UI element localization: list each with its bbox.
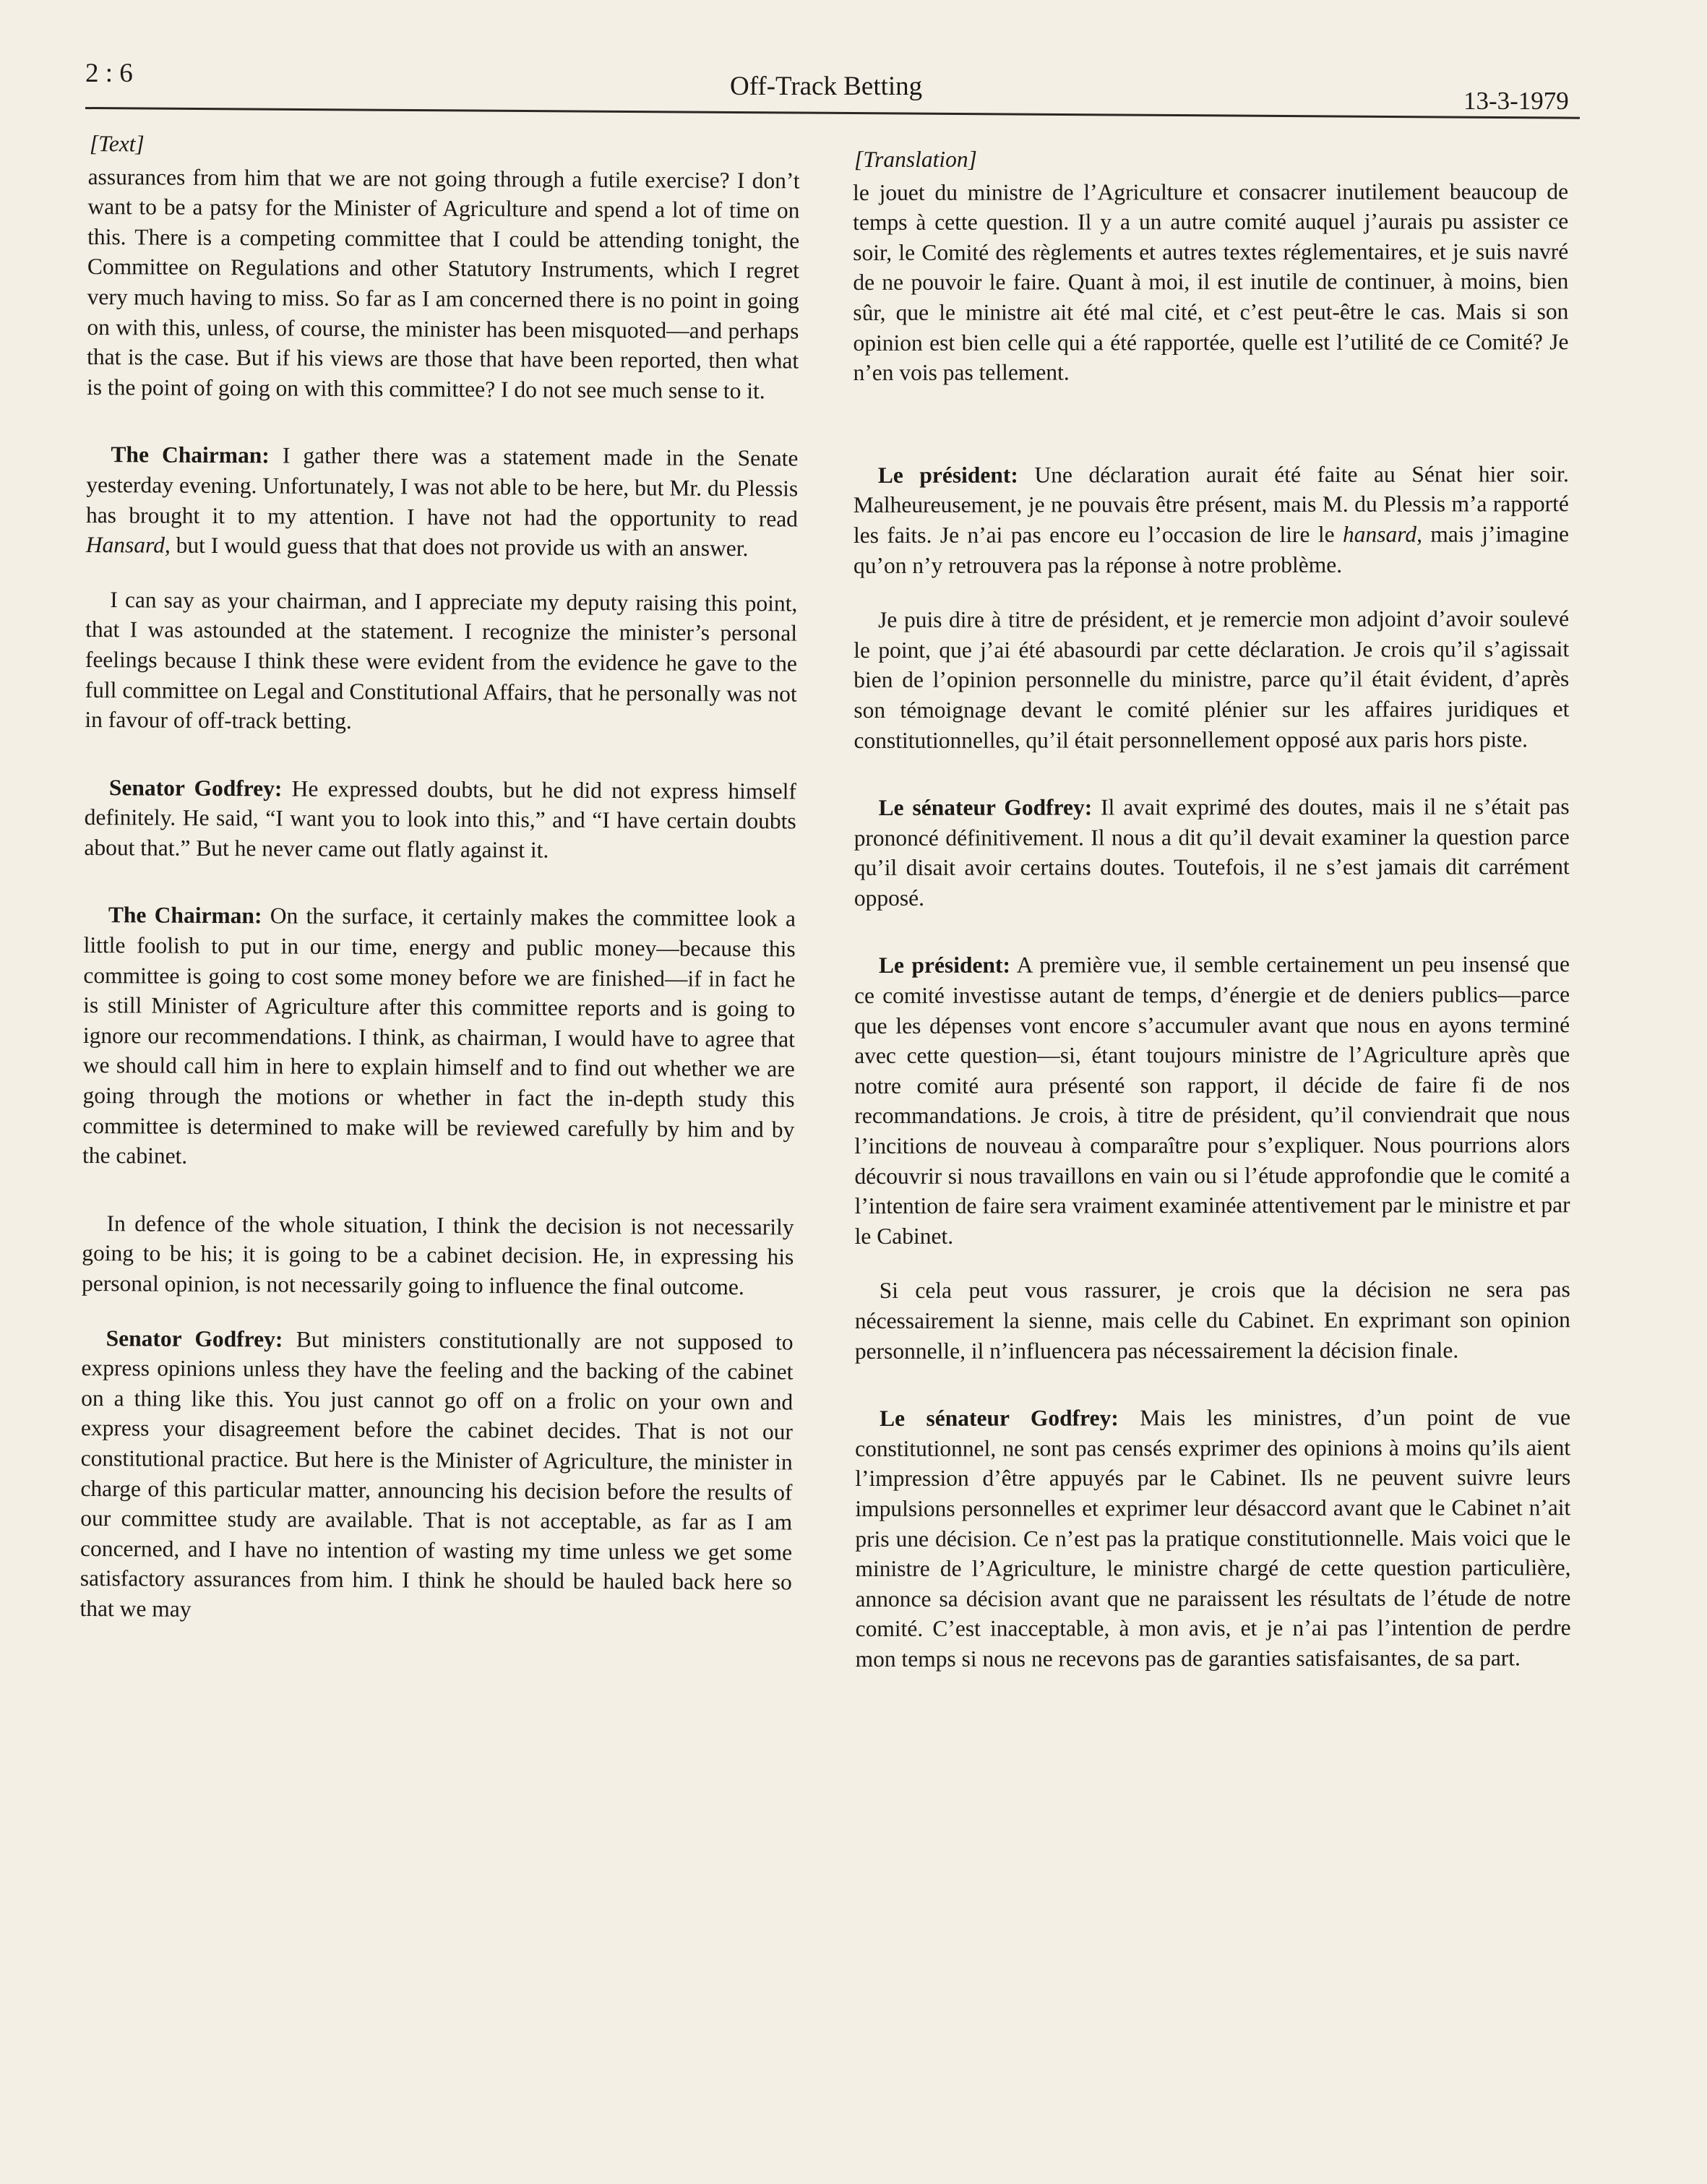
- header-date: 13-3-1979: [1463, 87, 1569, 115]
- paragraph: [853, 176, 1569, 388]
- column-label-text: [Text]: [89, 131, 145, 157]
- paragraph: [854, 459, 1569, 580]
- speaker-name: The Chairman:: [108, 902, 262, 929]
- paragraph-text: In defence of the whole situation, I think the decision is not necessarily going to be his; it is going to be a cabinet decision. He, in expressing his personal opinion, is not necessarily going to influence the final outcome.: [81, 1210, 794, 1300]
- paragraph-text: mais j’imagine qu’on n’y retrouvera pas la réponse à notre problème.: [853, 521, 1569, 578]
- running-title: Off-Track Betting: [730, 72, 923, 101]
- speaker-name: Le sénateur Godfrey:: [878, 794, 1093, 821]
- paragraph: [84, 773, 796, 867]
- speaker-name: Senator Godfrey:: [108, 774, 283, 801]
- speaker-name: Senator Godfrey:: [106, 1325, 283, 1352]
- paragraph-text: Je puis dire à titre de président, et je remercie mon adjoint d’avoir soulevé le point, que j’ai été abasourdi par cette déclaration. Je crois qu’il s’agissait bien de l’opinion personnelle du ministre, parce qu’il était évident, d’après son témoignage devant le comité plénier sur les affaires juridiques et constitutionnelles, qu’il était personnellement opposé aux paris hors piste.: [854, 606, 1570, 753]
- paragraph: [854, 950, 1570, 1252]
- paragraph: [854, 791, 1570, 913]
- italic-term: hansard,: [1342, 521, 1423, 547]
- speaker-name: Le président:: [878, 953, 1010, 979]
- paragraph-text: But ministers constitutionally are not supposed to express opinions unless they have the feeling and the backing of the cabinet on a thing like this. You just cannot go off on a frolic on your own and express your disagreement before the cabinet decides. That is not our constitutional practice. But here is the Minister of Agriculture, the minister in charge of this particular matter, announcing his decision before the results of our committee study are available. That is not acceptable, as far as I am concerned, and I have no intention of wasting my time unless we get some satisfactory assurances from him. I think he should be hauled back here so that we may: [79, 1326, 794, 1622]
- english-column: [79, 129, 800, 1652]
- paragraph: [82, 900, 796, 1174]
- paragraph-text: le jouet du ministre de l’Agriculture et consacrer inutilement beaucoup de temps à cette question. Il y a un autre comité auquel j’aurais pu assister ce soir, le Comité des règlements et autres textes réglementaires, et je suis navré de ne pouvoir le faire. Quant à moi, il est inutile de continuer, à moins, bien sûr, que le ministre ait été mal cité, et c’est peut-être le cas. Mais si son opinion est bien celle qui a été rapportée, quelle est l’utilité de ce Comité? Je n’en vois pas tellement.: [853, 178, 1569, 386]
- paragraph: [79, 1323, 793, 1628]
- paragraph-text: Mais les ministres, d’un point de vue constitutionnel, ne sont pas censés exprimer des opinions à moins qu’ils aient l’impression d’être appuyés par le Cabinet. Ils ne peuvent suivre leurs impulsions personnelles et exprimer leur désaccord avant que le Cabinet n’ait pris une décision. Ce n’est pas la pratique constitutionnelle. Mais voici que le ministre de l’Agriculture, le ministre chargé de cette question particulière, annonce sa décision avant que ne paraissent les résultats de l’étude de notre comité. C’est inacceptable, à mon avis, et je n’ai pas l’intention de perdre mon temps si nous ne recevons pas de garanties satisfaisantes, de sa part.: [855, 1404, 1571, 1672]
- paragraph-text: A première vue, il semble certainement un peu insensé que ce comité investisse autant de temps, d’énergie et de deniers publics—parce que les dépenses vont encore s’accumuler avant que nous en ayons terminé avec cette question—si, étant toujours ministre de l’Agriculture après que notre comité aura présenté son rapport, il décide de faire fi de nos recommandations. Je crois, à titre de président, qu’il conviendrait que nous l’incitions de nouveau à comparaître pour s’expliquer. Nous pourrions alors découvrir si nous travaillons en vain ou si l’étude approfondie que le comité a l’intention de faire sera vraiment examinée attentivement par le ministre et par le Cabinet.: [854, 951, 1570, 1249]
- italic-term: Hansard,: [85, 532, 171, 558]
- paragraph: [854, 603, 1569, 755]
- paragraph-text: Une déclaration aurait été faite au Sénat hier soir. Malheureusement, je ne pouvais être présent, mais M. du Plessis m’a rapporté les faits. Je n’ai pas encore eu l’occasion de lire le: [853, 461, 1569, 548]
- speaker-name: Le président:: [877, 462, 1018, 488]
- speaker-name: Le sénateur Godfrey:: [880, 1405, 1119, 1432]
- page-header: [0, 0, 1707, 130]
- paragraph: [87, 162, 800, 406]
- paragraph: [82, 1208, 794, 1302]
- paragraph: [86, 439, 799, 564]
- paragraph: [85, 585, 797, 739]
- paragraph: [855, 1402, 1571, 1674]
- paragraph-text: On the surface, it certainly makes the committee look a little foolish to put in our time, energy and public money—because this committee is going to cost some money before we are finished—if in fact he is still Minister of Agriculture after this committee reports and is going to ignore our recommendations. I think, as chairman, I would have to agree that we should call him in here to explain himself and to find out whether we are going through the motions or whether in fact the in-depth study this committee is determined to make will be reviewed carefully by him and by the cabinet.: [82, 903, 796, 1169]
- header-rule: [85, 107, 1580, 119]
- paragraph-text: assurances from him that we are not going through a futile exercise? I don’t want to be a patsy for the Minister of Agriculture and spend a lot of time on this. There is a competing committee that I could be attending tonight, the Committee on Regulations and other Statutory Instruments, which I regret very much having to miss. So far as I am concerned there is no point in going on with this, unless, of course, the minister has been misquoted—and perhaps that is the case. But if his views are those that have been reported, then what is the point of going on with this committee? I do not see much sense to it.: [86, 163, 800, 403]
- speaker-name: The Chairman:: [111, 442, 270, 468]
- paragraph-text: I can say as your chairman, and I appreciate my deputy raising this point, that I was astounded at the statement. I recognize the minister’s personal feelings because I think these were evident from the evidence he gave to the full committee on Legal and Constitutional Affairs, that he personally was not in favour of off-track betting.: [85, 586, 798, 734]
- column-label-translation: [Translation]: [854, 146, 977, 172]
- paragraph-text: Si cela peut vous rassurer, je crois que la décision ne sera pas nécessairement la sienne, mais celle du Cabinet. En exprimant son opinion personnelle, il n’influencera pas nécessairement la décision finale.: [854, 1276, 1570, 1364]
- page-number: 2 : 6: [85, 59, 133, 88]
- paragraph-text: I gather there was a statement made in the Senate yesterday evening. Unfortunately, I was not able to be here, but Mr. du Plessis has brought it to my attention. I have not had the opportunity to read: [85, 442, 799, 532]
- paragraph-text: Il avait exprimé des doutes, mais il ne s’était pas prononcé définitivement. Il nous a dit qu’il devait examiner la question parce qu’il disait avoir certains doutes. Toutefois, il ne s’est jamais dit carrément opposé.: [854, 794, 1570, 911]
- french-column: [853, 143, 1571, 1698]
- paragraph-text: but I would guess that that does not provide us with an answer.: [170, 532, 749, 562]
- paragraph: [855, 1275, 1570, 1367]
- paragraph-text: He expressed doubts, but he did not express himself definitely. He said, “I want you to look into this,” and “I have certain doubts about that.” But he never came out flatly against it.: [84, 775, 796, 863]
